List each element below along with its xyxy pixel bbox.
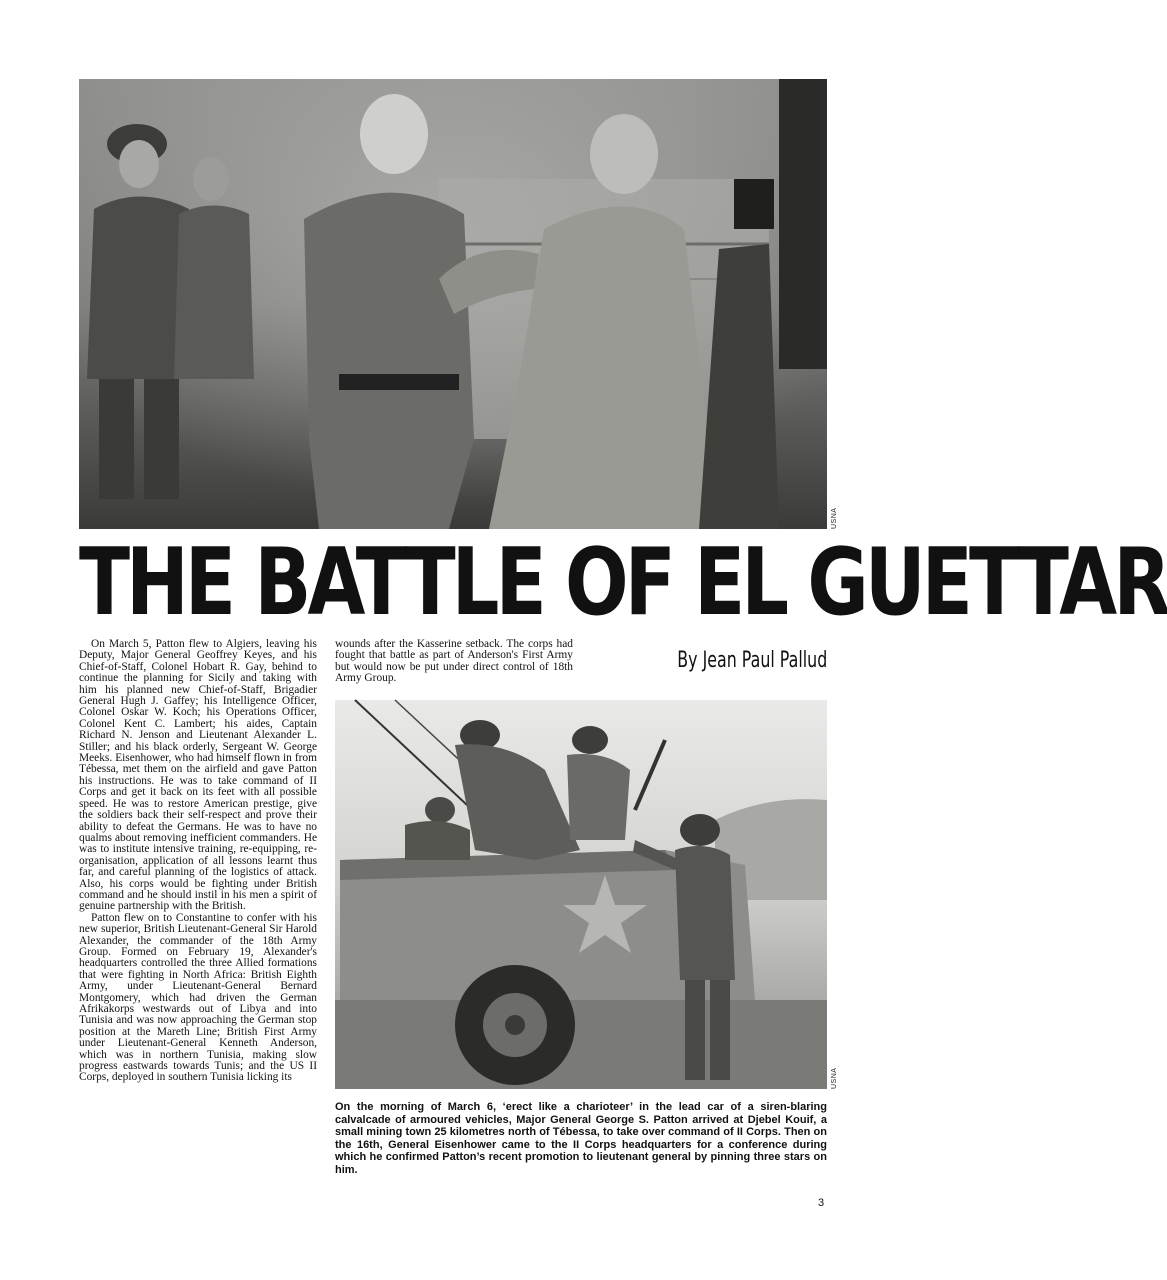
article-headline: THE BATTLE OF EL GUETTAR	[79, 527, 1167, 637]
top-photograph	[79, 79, 827, 529]
photo-caption: On the morning of March 6, ‘erect like a charioteer’ in the lead car of a siren-blaring calvalcade of armoured vehicles, Major General George S. Patton arrived at Djebel Kouif, a small mining town 25 kilometres north of Tébessa, to take over command of II Corps. Then on the 16th, General Eisenhower came to the II Corps headquarters for a conference during which he confirmed Patton’s recent promotion to lieutenant general by pinning three stars on him.	[335, 1101, 827, 1176]
photo-armoured-car	[335, 700, 827, 1089]
photo-eisenhower-patton	[79, 79, 827, 529]
author-byline: By Jean Paul Pallud	[677, 648, 827, 673]
body-column-left	[79, 639, 317, 1084]
photo-credit: USNA	[831, 507, 838, 529]
body-paragraph: Patton flew on to Constantine to confer with his new superior, British Lieutenant-General Sir Harold Alexander, the commander of the 18th Army Group. Formed on February 19, Alexander's headquarters controlled the three Allied formations that were fighting in North Africa: British Eighth Army, under Lieutenant-General Bernard Montgomery, which had driven the German Afrikakorps westwards out of Libya and into Tunisia and was now approaching the German stop position at the Mareth Line; British First Army under Lieutenant-General Kenneth Anderson, which was in northern Tunisia, making slow progress eastwards towards Tunis; and the US II Corps, deployed in southern Tunisia licking its	[79, 911, 317, 1084]
body-paragraph: wounds after the Kasserine setback. The corps had fought that battle as part of Anderson's First Army but would now be put under direct control of 18th Army Group.	[335, 638, 573, 685]
body-column-middle	[335, 639, 573, 685]
bottom-photograph	[335, 700, 827, 1089]
photo-credit: USNA	[831, 1067, 838, 1089]
body-paragraph: On March 5, Patton flew to Algiers, leaving his Deputy, Major General Geoffrey Keyes, and his Chief-of-Staff, Colonel Hobart R. Gay, behind to continue the planning for Sicily and taking with him his planned new Chief-of-Staff, Brigadier General Hugh J. Gaffey; his Intelligence Officer, Colonel Oskar W. Koch; his Operations Officer, Colonel Kent C. Lambert; his aides, Captain Richard N. Jenson and Lieutenant Alexander L. Stiller; and his black orderly, Sergeant W. George Meeks. Eisenhower, who had himself flown in from Tébessa, met them on the airfield and gave Patton his instructions. He was to take command of II Corps and get it back on its feet with all possible speed. He was to restore American prestige, give the soldiers back their self-respect and prove their ability to defeat the Germans. He was to have no qualms about removing inefficient commanders. He was to institute intensive training, re-equipping, re-organisation, application of all lessons learnt thus far, and careful planning of the logistics of attack. Also, his corps would be fighting under British command and he should instil in his men a spirit of genuine partnership with the British.	[79, 638, 317, 913]
page-number: 3	[818, 1197, 825, 1209]
